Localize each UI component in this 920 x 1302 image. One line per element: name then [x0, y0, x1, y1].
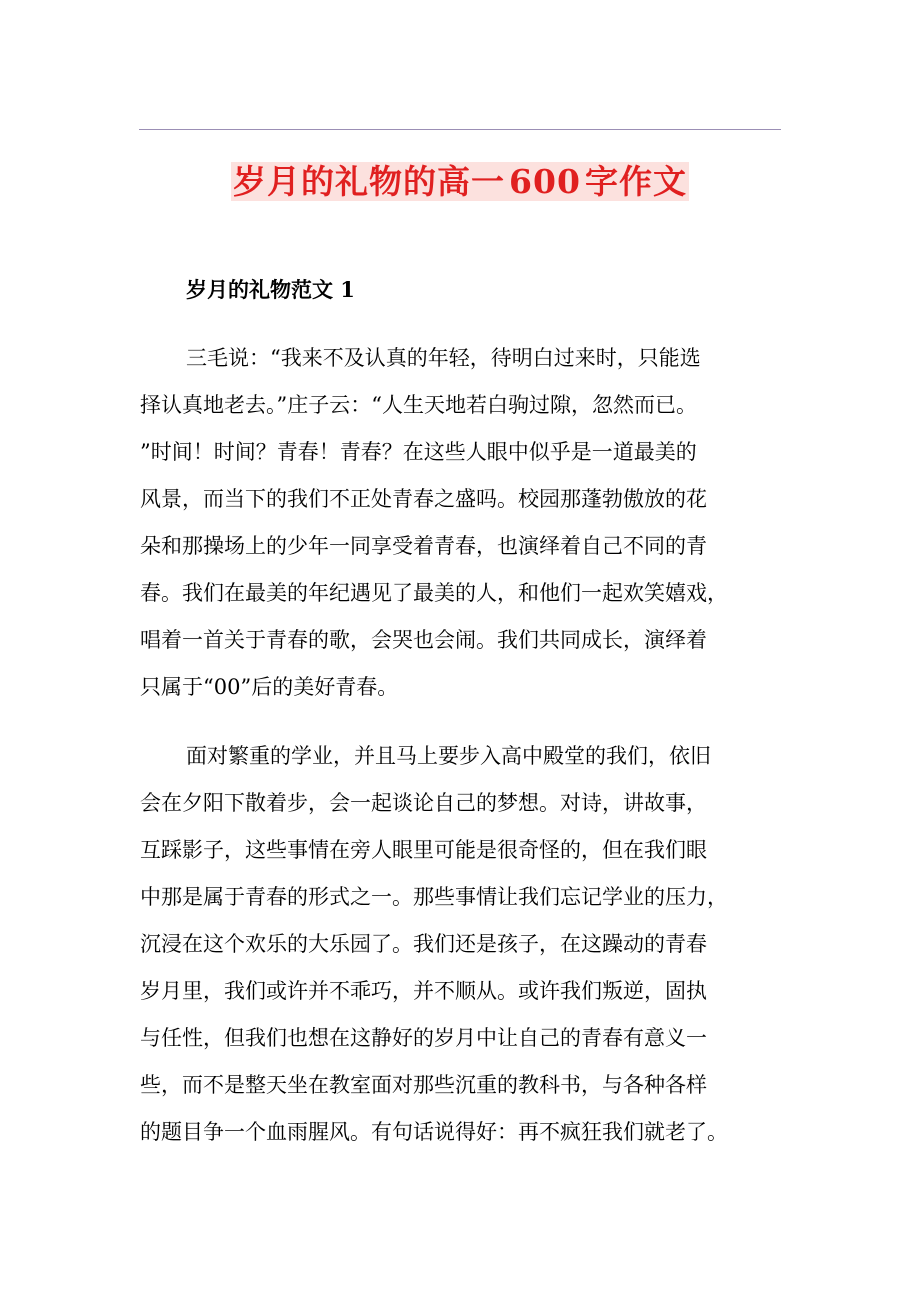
title-part: 岁月的礼物的高一 [233, 162, 506, 201]
text-line: 些，而不是整天坐在教室面对那些沉重的教科书，与各种各样 [140, 1073, 707, 1097]
paragraph-2 [140, 733, 780, 1156]
text-line: 沉浸在这个欢乐的大乐园了。我们还是孩子，在这躁动的青春 [140, 932, 707, 956]
text-line: 岁月里，我们或许并不乖巧，并不顺从。或许我们叛逆，固执 [140, 979, 707, 1003]
text-line: 春。我们在最美的年纪遇见了最美的人，和他们一起欢笑嬉戏， [140, 581, 728, 605]
header-rule [139, 129, 781, 130]
section-heading: 岁月的礼物范文 1 [186, 277, 355, 302]
text-line: 会在夕阳下散着步，会一起谈论自己的梦想。对诗，讲故事， [140, 791, 707, 815]
text-line: 互踩影子，这些事情在旁人眼里可能是很奇怪的，但在我们眼 [140, 838, 707, 862]
text-line: 与任性，但我们也想在这静好的岁月中让自己的青春有意义一 [140, 1026, 707, 1050]
text-line: 面对繁重的学业，并且马上要步入高中殿堂的我们，依旧 [186, 744, 711, 768]
text-line: 择认真地老去。”庄子云：“人生天地若白驹过隙，忽然而已。 [140, 393, 697, 417]
text-line: 朵和那操场上的少年一同享受着青春，也演绎着自己不同的青 [140, 534, 707, 558]
page-title [0, 160, 920, 204]
paragraph-1 [140, 335, 780, 711]
title-part: 600 [509, 162, 581, 201]
text-line: 风景，而当下的我们不正处青春之盛吗。校园那蓬勃傲放的花 [140, 487, 707, 511]
title-part: 字作文 [584, 162, 687, 201]
text-line: ”时间！时间？青春！青春？在这些人眼中似乎是一道最美的 [140, 440, 697, 464]
text-line: 唱着一首关于青春的歌，会哭也会闹。我们共同成长，演绎着 [140, 628, 707, 652]
text-line: 三毛说：“我来不及认真的年轻，待明白过来时，只能选 [186, 346, 701, 370]
text-line: 只属于“00”后的美好青春。 [140, 675, 399, 699]
text-line: 中那是属于青春的形式之一。那些事情让我们忘记学业的压力， [140, 885, 728, 909]
text-line: 的题目争一个血雨腥风。有句话说得好：再不疯狂我们就老了。 [140, 1120, 728, 1144]
